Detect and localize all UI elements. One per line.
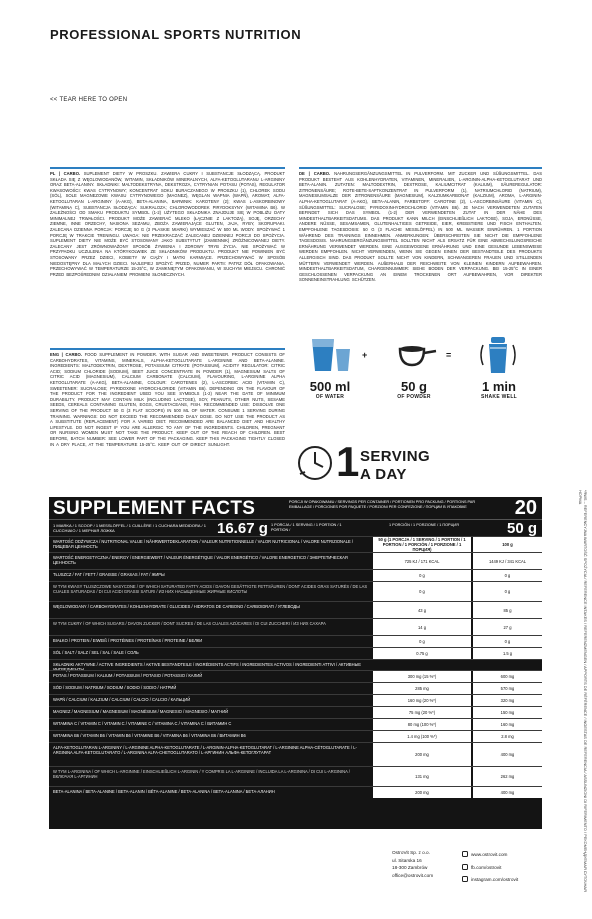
nutrition-row — [49, 601, 542, 618]
per-serving-value: 43 g — [373, 602, 471, 618]
nutrient-label: WITAMINA C / VITAMIN C / VITAMIN C / VITAMINE C / VITAMINA C / VITAMINA C / ВИТАМИН С — [53, 721, 232, 726]
per-100g-value: 150 mg — [473, 707, 542, 718]
label-body-pl — [50, 171, 285, 277]
reference-intake-note: *RWS – REFERENCYJNA WARTOŚĆ SPOŻYCIA / REFERENCE INTAKES / REFERENZMENGEN / APPORTS DE RÉFÉRENCE / INGESTAS DE REFERENCIA / ASSUNZIONI DI RIFERIMENTO / РЕКОМЕНДУЕМАЯ СУТОЧНАЯ НОРМА — [578, 490, 588, 892]
facts-header — [49, 497, 542, 519]
per-serving-value: 200 mg — [373, 787, 471, 798]
equals-icon: = — [446, 350, 452, 360]
nutrition-row — [49, 659, 542, 670]
label-text-pl — [50, 167, 285, 344]
nutrient-label: WARTOŚĆ ENERGETYCZNA / ENERGY / ENERGIEWERT / VALEUR ÉNERGÉTIQUE / VALOR ENERGÉTICO / VALORE ENERGETICO / ЭНЕРГЕТИЧЕСКАЯ ЦЕННОСТЬ — [53, 555, 348, 565]
clock-icon — [296, 444, 334, 482]
per-100g-value: 0 g — [473, 582, 542, 601]
nutrient-label: ALFA-KETOGLUTARAN L-ARGININY / L-ARGININE ALPHA-KETOGLUTARATE / L-ARGININ-ALPHA-KETOGLUTARAT / L-ARGININE ALPHA-CÉTOGLUTARATE / L-ARGININA ALFA-KETOGLUTARATO / L-ARGININA ALFA-CHETOGLUTARATO / L-АРГИНИН АЛЬФА-КЕТОГЛУТАРАТ — [53, 745, 357, 755]
per-serving-value: 50 g (1 PORCJA / 1 SERVING / 1 PORTION / 1 PORTION / 1 PORCIÓN / 1 PORZIONE / 1 ПОРЦИЯ) — [373, 537, 471, 552]
shake-label: SHAKE WELL — [480, 394, 518, 400]
per-100g-value: 1.5 g — [473, 648, 542, 659]
nutrient-label: BIAŁKO / PROTEIN / EIWEIß / PROTÉINES / PROTEÍNAS / PROTEINE / БЕЛКИ — [53, 638, 203, 643]
label-text-de — [299, 167, 542, 327]
serving-count: 1 — [336, 438, 360, 485]
per-100g-value: 1449 KJ / 341 KCAL — [473, 553, 542, 569]
per-100g-value: 0 g — [473, 636, 542, 647]
facts-title: SUPPLEMENT FACTS — [53, 498, 256, 519]
nutrient-label: WĘGLOWODANY / CARBOHYDRATES / KOHLENHYDRATE / GLUCIDES / HIDRATOS DE CARBONO / CARBOIDRATI / УГЛЕВОДЫ — [53, 604, 300, 609]
per-serving-value: 1.4 mg (100 %*) — [373, 731, 471, 742]
nutrition-row — [49, 552, 542, 569]
serving-per-day — [296, 438, 542, 490]
nutrition-row — [49, 581, 542, 601]
serving-label: SERVING — [360, 448, 431, 465]
label-copy-pl: SUPLEMENT DIETY W PROSZKU. ZAWIERA CUKRY I SUBSTANCJE SŁODZĄCĄ. PRODUKT SKŁADA SIĘ Z WĘGLOWODANÓW, WITAMIN, SKŁADNIKÓW MINERALNYCH, ALFA-KETOGLUTARANU L-ARGININY ORAZ BETA-ALANINY. SKŁADNIKI: MALTODEKSTRYNA, DEKSTROZA, CYTRYNIAN POTASU (POTAS), REGULATOR KWASOWOŚCI: KWAS CYTRYNOWY; KONCENTRAT SOKU BURACZANEGO W PROSZKU (1), CHLOREK SODU (SÓL), SOLE MAGNEZOWE KWASU CYTRYNOWEGO (MAGNEZ), WĘGLAN WAPNIA (WAPŃ), AROMAT, ALFA-KETOGLUTARAN L-ARGININY (A-AKG), BETA-ALANINA, BARWNIK: KAROTENY (2); KWAS L-ASKORBINOWY (WITAMINA C), SUBSTANCJA SŁODZĄCA: SUKRALOZA; CHLOROWODOREK PIRYDOKSYNY (WITAMINA B6). W ZALEŻNOŚCI OD SMAKU PRODUKTU SYMBOL (1-2) UŻYTEGO SKŁADNIKA ZNAJDUJE SIĘ W POBLIŻU DATY MINIMALNEJ TRWAŁOŚCI. PRODUKT MOŻE ZAWIERAĆ MLEKO (ŁĄCZNIE Z LAKTOZĄ), SOJĘ, ORZECHY ZIEMNE, INNE ORZECHY, NASIONA SEZAMU, ZBOŻA ZAWIERAJĄCE GLUTEN, JAJA, RYBY, SKORUPIAKI. ZALECANA DZIENNA PORCJA: PORCJĘ 50 G (3 PŁASKIE MIARKI) WYMIESZAĆ W 500 ML WODY. SPOŻYWAĆ 1 PORCJĘ W TRAKCIE TRENINGU. UWAGA: NIE PRZEKRACZAĆ ZALECANEJ DZIENNEJ PORCJI DO SPOŻYCIA. SUPLEMENT DIETY NIE MOŻE BYĆ STOSOWANY JAKO SUBSTYTUT (ZAMIENNIK) ZRÓŻNICOWANEJ DIETY. ZALECANY JEST ZRÓWNOWAŻONY SPOSÓB ŻYWIENIA I ZDROWY TRYB ŻYCIA. NIE SPOŻYWAĆ W PRZYPADKU UCZULENIA NA KTÓRYKOLWIEK ZE SKŁADNIKÓW PRODUKTU. PRODUKT NIE POWINIEN BYĆ STOSOWANY PRZEZ DZIECI, KOBIETY W CIĄŻY I MATKI KARMIĄCE. PRZECHOWYWAĆ W SPOSÓB NIEDOSTĘPNY DLA MAŁYCH DZIECI. NAJLEPIEJ SPOŻYĆ PRZED, NUMER PARTII: PATRZ DÓŁ OPAKOWANIA. PRZECHOWYWAĆ W TEMPERATURZE 15-25°C, W ZAMKNIĘTYM OPAKOWANIU, W SUCHYM MIEJSCU. CHRONIĆ PRZED BEZPOŚREDNIM DZIAŁANIEM PROMIENI SŁONECZNYCH. — [50, 171, 285, 277]
per-100g-value: 320 mg — [473, 695, 542, 706]
per-serving-value: 0 g — [373, 582, 471, 601]
facebook-icon — [462, 864, 468, 870]
serving-size-row — [49, 519, 542, 536]
nutrition-row — [49, 682, 542, 694]
nutrient-label: W TYM CUKRY / OF WHICH SUGARS / DAVON ZUCKER / DONT SUCRES / DE LAS CUALES AZÚCARES / DI CUI ZUCCHERI / ИЗ НИХ САХАРА — [53, 621, 326, 626]
per-serving-value: 131 mg — [373, 767, 471, 786]
nutrient-label: W TYM KWASY TŁUSZCZOWE NASYCONE / OF WHICH SATURATED FATTY ACIDS / DAVON GESÄTTIGTE FETTSÄUREN / DONT ACIDES GRAS SATURÉS / DE LAS CUALES SATURADAS / DI CUI ACIDI GRASSI SATURI / ИЗ НИХ НАСЫЩЕННЫЕ ЖИРНЫЕ КИСЛОТЫ — [53, 584, 368, 594]
label-body-eng — [50, 352, 285, 447]
water-amount: 500 ml — [309, 379, 351, 394]
per-serving-value: 285 mg — [373, 683, 471, 694]
nutrition-rows — [49, 536, 542, 798]
scoop-weight: 16.67 g — [217, 520, 268, 537]
per-serving-value: 0.75 g — [373, 648, 471, 659]
instagram-link[interactable] — [462, 874, 518, 887]
plus-icon: + — [362, 350, 368, 360]
per-serving-value: 725 KJ / 171 KCAL — [373, 553, 471, 569]
portion-label-2: 1 PORCIÓN / 1 PORZIONE / 1 ПОРЦИЯ — [389, 523, 459, 527]
per-100g-value: 570 mg — [473, 683, 542, 694]
scoop-icon — [390, 335, 438, 375]
nutrition-row — [49, 766, 542, 786]
language-code-eng: ENG | CARBO. — [50, 352, 82, 357]
label-copy-de: NAHRUNGSERGÄNZUNGSMITTEL IN PULVERFORM. MIT ZUCKER UND SÜßUNGSMITTEL. DAS PRODUKT BESTEHT AUS KOHLENHYDRATEN, VITAMINEN, MINERALIEN, L-ARGININ-ALPHA-KETOGLUTARAT UND BETA-ALANIN. ZUTATEN: MALTODEXTRIN, DEXTROSE, KALIUMCITRAT (KALIUM), SÄUREREGULATOR: ZITRONENSÄURE; ROTE-BETE-SAFTKONZENTRAT IN PULVERFORM (1), NATRIUMCHLORID (NATRIUM), MAGNESIUMSALZE DER ZITRONENSÄURE (MAGNESIUM), KALZIUMKARBONAT (KALZIUM), AROMA, L-ARGININ-ALPHA-KETOGLUTARAT (A-AKG), BETA-ALANIN, FARBSTOFF: CAROTINE (2), L-ASCORBINSÄURE (VITAMIN C), SÜßUNGSMITTEL: SUCRALOSE; PYRIDOXINHYDROCHLORID (VITAMIN B6). JE NACH VERWENDETEN ZUTATEN BEFINDET SICH DAS SYMBOL (1-2) DER VERWENDETEN ZUTAT IN DER NÄHE DES MINDESTHALTBARKEITSDATUMS. DAS PRODUKT KANN MILCH (EINSCHLIEßLICH LAKTOSE), SOJA, ERDNÜSSE, ANDERE NÜSSE, SESAMSAMEN, GLUTENHALTIGES GETREIDE, EIER, KREBSTIERE UND FISCH ENTHALTEN. EMPFOHLENE TAGESDOSIS: 50 G (3 FLACHE MESSLÖFFEL) IN 500 ML WASSER EINRÜHREN. 1 PORTION WÄHREND DES TRAININGS EINNEHMEN. ANMERKUNGEN: ÜBERSCHREITEN SIE NICHT DIE EMPFOHLENE TAGESDOSIS. NAHRUNGSERGÄNZUNGSMITTEL SOLLTEN NICHT ALS ERSATZ FÜR EINE ABWECHSLUNGSREICHE ERNÄHRUNG VERWENDET WERDEN. EINE AUSGEWOGENE ERNÄHRUNG UND EINE GESUNDE LEBENSWEISE WERDEN EMPFOHLEN. NICHT VERWENDEN, WENN SIE GEGEN EINEN DER BESTANDTEILE DES PRODUKTS ALLERGISCH SIND. DAS PRODUKT SOLLTE NICHT VON KINDERN, SCHWANGEREN FRAUEN UND STILLENDEN MÜTTERN VERWENDET WERDEN. AUßERHALB DER REICHWEITE VON KLEINEN KINDERN AUFBEWAHREN. MINDESTHALTBARKEITSDATUM, CHARGENNUMMER: SIEHE BODEN DER VERPACKUNG. BEI 15-25°C IN EINER GESCHLOSSENEN VERPACKUNG AN EINEM TROCKENEN ORT AUFBEWAHREN, VOR DIREKTER SONNENEINSTRAHLUNG SCHÜTZEN. — [299, 171, 542, 283]
company-email[interactable]: office@ostrovit.com — [392, 872, 434, 878]
nutrition-row — [49, 635, 542, 647]
section-bar-de — [299, 167, 542, 169]
nutrition-row — [49, 694, 542, 706]
company-name: OstroVit Sp. z o.o. — [392, 850, 430, 855]
section-bar-pl — [50, 167, 285, 169]
per-serving-value: 80 mg (100 %*) — [373, 719, 471, 730]
powder-label: OF POWDER — [397, 394, 431, 400]
servings-per-container-label: PORCJI W OPAKOWANIU / SERVINGS PER CONTAINER / PORTIONEN PRO PACKUNG / PORTIONS PAR EMBALLAGE / PORCIONES POR PAQUETE / PORZIONI PER CONFEZIONE / ПОРЦИИ В УПАКОВКЕ — [289, 500, 476, 509]
company-city: 18-300 Zambrów — [392, 865, 428, 870]
per-serving-value: 300 mg (15 %*) — [373, 671, 471, 682]
per-100g-value: 27 g — [473, 619, 542, 635]
per-serving-value: 0 g — [373, 570, 471, 581]
powder-step — [384, 335, 444, 400]
water-glass-icon — [306, 335, 354, 375]
tear-here-instruction[interactable]: << TEAR HERE TO OPEN — [50, 97, 128, 103]
powder-amount: 50 g — [400, 379, 427, 394]
nutrient-label: WARTOŚĆ ODŻYWCZA / NUTRITIONAL VALUE / NÄHRWERTDEKLARATION / VALEUR NUTRITIONNELLE / VALOR NUTRICIONAL / VALORE NUTRIZIONALE / ПИЩЕВАЯ ЦЕННОСТЬ — [53, 539, 354, 549]
label-body-de — [299, 171, 542, 283]
per-100g-value: 262 mg — [473, 767, 542, 786]
facebook-text: fb.com/ostrovit — [471, 864, 502, 870]
serving-frequency: A DAY — [360, 466, 407, 483]
supplement-facts-table — [49, 497, 542, 829]
water-step — [300, 335, 360, 400]
company-address — [392, 849, 433, 879]
per-serving-value: 160 mg (20 %*) — [373, 695, 471, 706]
per-100g-value: 100 g — [473, 537, 542, 552]
per-100g-value: 160 mg — [473, 719, 542, 730]
instagram-text: instagram.com/ostrovit — [471, 877, 519, 882]
nutrition-row — [49, 670, 542, 682]
nutrient-label: SKŁADNIKI AKTYWNE / ACTIVE INGREDIENTS / AKTIVE BESTANDTEILE / INGRÉDIENTS ACTIFS / INGREDIENTES ACTIVOS / INGREDIENTI ATTIVI / АКТИВНЫЕ ИНГРЕДИЕНТЫ — [53, 662, 361, 672]
per-100g-value: 2.8 mg — [473, 731, 542, 742]
per-serving-value: 200 mg — [373, 743, 471, 766]
portion-weight: 50 g — [506, 520, 537, 537]
section-bar-eng — [50, 348, 285, 350]
nutrient-label: WAPŃ / CALCIUM / KALZIUM / CALCIUM / CALCIO / CALCIO / КАЛЬЦИЙ — [53, 697, 191, 702]
nutrient-label: WITAMINA B6 / VITAMIN B6 / VITAMIN B6 / VITAMINE B6 / VITAMINA B6 / VITAMINA B6 / ВИТАМИН B6 — [53, 733, 246, 738]
preparation-instructions — [294, 335, 542, 455]
side-note — [548, 490, 588, 900]
language-code-pl: PL | CARBO. — [50, 171, 81, 176]
per-100g-value: 85 g — [473, 602, 542, 618]
nutrition-row — [49, 730, 542, 742]
nutrition-row — [49, 647, 542, 659]
per-serving-value: 0 g — [373, 636, 471, 647]
per-serving-value: 14 g — [373, 619, 471, 635]
nutrition-row — [49, 786, 542, 798]
nutrition-row — [49, 569, 542, 581]
globe-icon — [462, 851, 468, 857]
nutrient-label: SÓD / SODIUM / NATRIUM / SODIUM / SODIO / SODIO / НАТРИЙ — [53, 685, 177, 690]
per-100g-value: 0 g — [473, 570, 542, 581]
shake-time: 1 min — [482, 379, 516, 394]
nutrition-row — [49, 742, 542, 766]
language-code-de: DE | CARBO. — [299, 171, 331, 176]
nutrient-label: SÓL / SALT / SALZ / SEL / SAL / SALE / СОЛЬ — [53, 650, 139, 655]
website-link[interactable] — [462, 849, 518, 862]
facebook-link[interactable] — [462, 862, 518, 875]
per-serving-value: 75 mg (20 %*) — [373, 707, 471, 718]
per-100g-value: 400 mg — [473, 743, 542, 766]
scoop-label: 1 MIARKA / 1 SCOOP / 1 MESSLÖFFEL / 1 CUILLÈRE / 1 CUCHARA MEDIDORA / 1 CUCCHIAIO / 1 МЕРНАЯ ЛОЖКА — [53, 523, 206, 533]
nutrient-label: TŁUSZCZ / FAT / FETT / GRAISSE / GRASAS / FAT / ЖИРЫ — [53, 572, 165, 577]
shaker-icon — [475, 335, 523, 375]
website-text: www.ostrovit.com — [471, 852, 508, 857]
label-copy-eng: FOOD SUPPLEMENT IN POWDER. WITH SUGAR AND SWEETENER. PRODUCT CONSISTS OF CARBOHYDRATES, VITAMINS, MINERALS, ALPHA-KETOGLUTARATE L-ARGININE AND BETA-ALANINE. INGREDIENTS: MALTODEXTRIN, DEXTROSE, POTASSIUM CITRATE (POTASSIUM), ACIDITY REGULATOR: CITRIC ACID; SODIUM CHLORIDE (SODIUM), BEET JUICE CONCENTRATE IN POWDER (1), MAGNESIUM SALTS OF CITRIC ACID (MAGNESIUM), CALCIUM CARBONATE (CALCIUM), FLAVOURING, L-ARGININE ALPHA KETOGLUTARATE (A-AKG), BETA-ALANINE, COLOUR: CAROTENES (2), L-ASCORBIC ACID (VITAMIN C), SWEETENER: SUCRALOSE; PYRIDOXINE HYDROCHLORIDE (VITAMIN B6). DEPENDING ON THE FLAVOUR OF THE PRODUCT FOR THE INGREDIENT USED YOU SEE SYMBOLS (1-2) NEAR THE DATE OF MINIMUM DURABILITY. PRODUCT MAY CONTAIN MILK (INCLUDING LACTOSE), SOY, PEANUTS, OTHER NUTS, SESAME SEEDS, CEREALS CONTAINING GLUTEN, EGGS, CRUSTACEANS, FISH. RECOMMENDED USE: DISSOLVE ONE SERVING OF THE PRODUCT 50 G (3 FLAT SCOOPS) IN 500 ML OF WATER. CONSUME 1 SERVING DURING TRAINING. WARNINGS: DO NOT EXCEED THE RECOMMENDED DAILY DOSE. DO NOT USE THE PRODUCT AS A SUBSTITUTE (REPLACEMENT) FOR A VARIED DIET. RECOMMENDED ARE BALANCED DIET AND HEALTHY LIFESTYLE. DO NOT INGEST IF YOU ARE ALLERGIC TO ANY OF THE INGREDIENTS. CHILDREN, PREGNANT OR NURSING WOMEN MUST NOT TAKE THE PRODUCT. KEEP OUT OF THE REACH OF CHILDREN. BEST BEFORE, BATCH NUMBER: SEE LOWER PART OF THE PACKAGING. KEEP THIS PACKAGING TIGHTLY CLOSED IN A DRY PLACE, AT THE TEMPERATURE 15-25°C. KEEP OUT OF DIRECT SUNLIGHT. — [50, 352, 285, 447]
nutrition-row — [49, 706, 542, 718]
nutrient-label: W TYM L-ARGININA / OF WHICH L-ARGININE / EINSCHLIEßLICH L-ARGININ / Y COMPRIS LA L-ARGININE / INCLUIDA LA L-ARGININA / DI CUI L-ARGININA / ВКЛЮЧАЯ L-АРГИНИН — [53, 769, 350, 779]
portion-label-1: 1 PORCJA / 1 SERVING / 1 PORTION / 1 PORTION / — [271, 523, 342, 532]
nutrient-label: BETA-ALANINA / BETA-ALANINE / BETA-ALANIN / BÊTA-ALANINE / BETA-ALANINA / BETA-ALANINA / БЕТА-АЛАНИН — [53, 789, 275, 794]
per-100g-value: 400 mg — [473, 787, 542, 798]
social-links — [462, 849, 518, 887]
nutrition-row — [49, 718, 542, 730]
servings-per-container: 20 — [514, 497, 537, 519]
nutrition-row — [49, 536, 542, 552]
per-100g-value: 600 mg — [473, 671, 542, 682]
label-text-eng — [50, 348, 285, 493]
company-street: ul. Sitarska 16 — [392, 857, 422, 863]
nutrition-row — [49, 618, 542, 635]
nutrient-label: POTAS / POTASSIUM / KALIUM / POTASSIUM / POTASIO / POTASSIO / КАЛИЙ — [53, 673, 203, 678]
shake-step — [466, 335, 532, 400]
instagram-icon — [462, 876, 468, 882]
nutrient-label: MAGNEZ / MAGNESIUM / MAGNESIUM / MAGNÉSIUM / MAGNESIO / MAGNESIO / МАГНИЙ — [53, 709, 229, 714]
brand-title: PROFESSIONAL SPORTS NUTRITION — [50, 27, 302, 42]
water-label: OF WATER — [315, 394, 345, 400]
